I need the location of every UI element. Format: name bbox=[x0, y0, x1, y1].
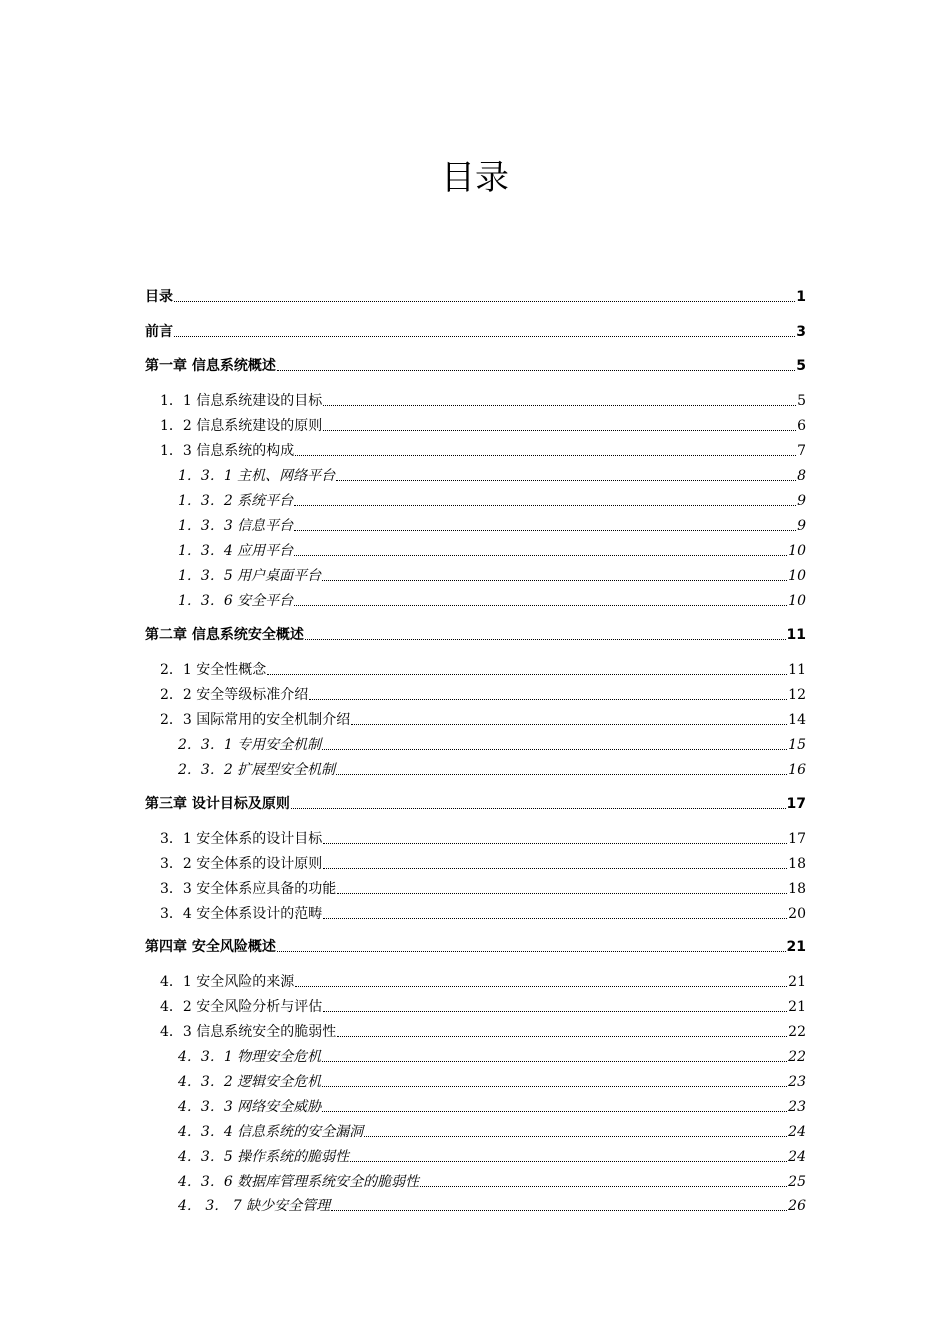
toc-dot-leader bbox=[291, 807, 786, 809]
toc-entry[interactable] bbox=[178, 517, 806, 535]
toc-dot-leader bbox=[337, 892, 787, 894]
toc-page-number: 18 bbox=[788, 881, 806, 897]
toc-entry-title: 1．2 信息系统建设的原则 bbox=[160, 418, 323, 434]
toc-dot-leader bbox=[309, 698, 787, 700]
toc-entry[interactable] bbox=[178, 1197, 806, 1215]
toc-page-number: 5 bbox=[796, 358, 806, 374]
toc-entry-title: 4．3．5 操作系统的脆弱性 bbox=[178, 1149, 350, 1165]
toc-page-number: 5 bbox=[797, 393, 806, 409]
toc-page-number: 18 bbox=[788, 856, 806, 872]
toc-page-number: 15 bbox=[788, 737, 806, 753]
toc-entry[interactable] bbox=[160, 442, 806, 460]
toc-page-number: 10 bbox=[788, 568, 806, 584]
toc-entry[interactable] bbox=[160, 973, 806, 991]
toc-entry-title: 1．3．4 应用平台 bbox=[178, 543, 294, 559]
toc-page-number: 17 bbox=[786, 796, 806, 812]
toc-entry[interactable] bbox=[160, 661, 806, 679]
toc-entry[interactable] bbox=[178, 467, 806, 485]
toc-entry-title: 4．1 安全风险的来源 bbox=[160, 974, 295, 990]
toc-entry-title: 前言 bbox=[145, 324, 173, 340]
toc-entry[interactable] bbox=[160, 1023, 806, 1041]
toc-entry-title: 1．3．3 信息平台 bbox=[178, 518, 294, 534]
toc-entry-title: 2．3．2 扩展型安全机制 bbox=[178, 762, 336, 778]
toc-dot-leader bbox=[174, 335, 795, 337]
toc-dot-leader bbox=[323, 429, 796, 431]
toc-dot-leader bbox=[336, 479, 796, 481]
toc-dot-leader bbox=[277, 369, 795, 371]
toc-page-number: 24 bbox=[788, 1149, 806, 1165]
toc-page-number: 8 bbox=[797, 468, 806, 484]
toc-entry-title: 3．2 安全体系的设计原则 bbox=[160, 856, 323, 872]
toc-dot-leader bbox=[337, 1035, 787, 1037]
toc-dot-leader bbox=[294, 554, 787, 556]
toc-dot-leader bbox=[294, 529, 796, 531]
toc-entry[interactable] bbox=[145, 323, 806, 341]
toc-entry[interactable] bbox=[178, 592, 806, 610]
toc-entry-title: 1．3 信息系统的构成 bbox=[160, 443, 295, 459]
toc-dot-leader bbox=[305, 638, 786, 640]
toc-page-number: 12 bbox=[788, 687, 806, 703]
toc-entry[interactable] bbox=[145, 938, 806, 956]
toc-entry-title: 2．3 国际常用的安全机制介绍 bbox=[160, 712, 351, 728]
toc-entry-title: 4．2 安全风险分析与评估 bbox=[160, 999, 323, 1015]
toc-entry-title: 4． 3． 7 缺少安全管理 bbox=[178, 1198, 331, 1214]
toc-page-number: 14 bbox=[788, 712, 806, 728]
toc-entry[interactable] bbox=[160, 417, 806, 435]
toc-entry-title: 1．3．5 用户桌面平台 bbox=[178, 568, 322, 584]
toc-page-number: 20 bbox=[788, 906, 806, 922]
toc-entry[interactable] bbox=[160, 711, 806, 729]
toc-entry[interactable] bbox=[145, 795, 806, 813]
toc-entry[interactable] bbox=[160, 855, 806, 873]
toc-dot-leader bbox=[323, 867, 787, 869]
toc-entry-title: 2．1 安全性概念 bbox=[160, 662, 267, 678]
toc-entry-title: 2．3．1 专用安全机制 bbox=[178, 737, 322, 753]
toc-entry-title: 4．3．3 网络安全威胁 bbox=[178, 1099, 322, 1115]
toc-page-number: 23 bbox=[788, 1099, 806, 1115]
toc-dot-leader bbox=[420, 1185, 787, 1187]
toc-dot-leader bbox=[331, 1209, 787, 1211]
toc-entry[interactable] bbox=[145, 626, 806, 644]
toc-dot-leader bbox=[350, 1160, 787, 1162]
toc-page-number: 21 bbox=[788, 999, 806, 1015]
toc-page-number: 23 bbox=[788, 1074, 806, 1090]
toc-entry-title: 3．3 安全体系应具备的功能 bbox=[160, 881, 337, 897]
toc-entry-title: 4．3．4 信息系统的安全漏洞 bbox=[178, 1124, 364, 1140]
toc-dot-leader bbox=[323, 842, 787, 844]
toc-dot-leader bbox=[174, 300, 795, 302]
toc-entry[interactable] bbox=[178, 1048, 806, 1066]
toc-page-number: 10 bbox=[788, 593, 806, 609]
toc-dot-leader bbox=[277, 950, 786, 952]
toc-entry[interactable] bbox=[160, 830, 806, 848]
toc-entry-title: 第三章 设计目标及原则 bbox=[145, 796, 290, 812]
toc-entry-title: 2．2 安全等级标准介绍 bbox=[160, 687, 309, 703]
toc-dot-leader bbox=[323, 404, 796, 406]
toc-page-number: 9 bbox=[797, 493, 806, 509]
toc-entry[interactable] bbox=[178, 492, 806, 510]
toc-dot-leader bbox=[322, 1085, 787, 1087]
toc-entry[interactable] bbox=[160, 998, 806, 1016]
toc-page-number: 1 bbox=[796, 289, 806, 305]
toc-dot-leader bbox=[323, 1010, 787, 1012]
toc-entry-title: 1．3．6 安全平台 bbox=[178, 593, 294, 609]
toc-page-number: 21 bbox=[786, 939, 806, 955]
toc-entry[interactable] bbox=[178, 542, 806, 560]
toc-page-number: 3 bbox=[796, 324, 806, 340]
toc-entry-title: 3．4 安全体系设计的范畴 bbox=[160, 906, 323, 922]
toc-page-number: 26 bbox=[788, 1198, 806, 1214]
toc-dot-leader bbox=[294, 504, 796, 506]
toc-entry[interactable] bbox=[145, 288, 806, 306]
toc-page-number: 7 bbox=[797, 443, 806, 459]
toc-entry[interactable] bbox=[178, 1173, 806, 1191]
toc-page-number: 25 bbox=[788, 1174, 806, 1190]
toc-dot-leader bbox=[322, 1060, 787, 1062]
toc-entry-title: 1．3．1 主机、网络平台 bbox=[178, 468, 336, 484]
toc-entry-title: 3．1 安全体系的设计目标 bbox=[160, 831, 323, 847]
toc-entry[interactable] bbox=[178, 761, 806, 779]
toc-entry[interactable] bbox=[160, 686, 806, 704]
toc-entry-title: 第二章 信息系统安全概述 bbox=[145, 627, 304, 643]
toc-dot-leader bbox=[294, 604, 787, 606]
toc-page-number: 22 bbox=[788, 1049, 806, 1065]
toc-entry-title: 4．3．2 逻辑安全危机 bbox=[178, 1074, 322, 1090]
toc-page-number: 10 bbox=[788, 543, 806, 559]
toc-entry[interactable] bbox=[178, 1148, 806, 1166]
toc-entry-title: 4．3．6 数据库管理系统安全的脆弱性 bbox=[178, 1174, 420, 1190]
toc-entry[interactable] bbox=[178, 736, 806, 754]
toc-dot-leader bbox=[351, 723, 787, 725]
toc-entry-title: 第一章 信息系统概述 bbox=[145, 358, 276, 374]
toc-page-number: 11 bbox=[786, 627, 806, 643]
toc-entry-title: 目录 bbox=[145, 289, 173, 305]
toc-entry[interactable] bbox=[178, 1073, 806, 1091]
toc-dot-leader bbox=[336, 773, 787, 775]
toc-entry-title: 4．3．1 物理安全危机 bbox=[178, 1049, 322, 1065]
toc-entry-title: 4．3 信息系统安全的脆弱性 bbox=[160, 1024, 337, 1040]
toc-entry-title: 1．1 信息系统建设的目标 bbox=[160, 393, 323, 409]
toc-dot-leader bbox=[322, 1110, 787, 1112]
toc-dot-leader bbox=[267, 673, 787, 675]
toc-page-number: 21 bbox=[788, 974, 806, 990]
toc-entry[interactable] bbox=[178, 567, 806, 585]
toc-entry-title: 第四章 安全风险概述 bbox=[145, 939, 276, 955]
toc-entry[interactable] bbox=[178, 1098, 806, 1116]
toc-dot-leader bbox=[322, 748, 787, 750]
toc-page-number: 24 bbox=[788, 1124, 806, 1140]
toc-dot-leader bbox=[323, 917, 787, 919]
toc-entry[interactable] bbox=[160, 392, 806, 410]
toc-entry-title: 1．3．2 系统平台 bbox=[178, 493, 294, 509]
page-title: 目录 bbox=[441, 158, 509, 198]
toc-page-number: 22 bbox=[788, 1024, 806, 1040]
toc-page-number: 9 bbox=[797, 518, 806, 534]
toc-dot-leader bbox=[364, 1135, 787, 1137]
toc-entry[interactable] bbox=[160, 905, 806, 923]
toc-dot-leader bbox=[295, 985, 787, 987]
toc-page-number: 17 bbox=[788, 831, 806, 847]
toc-page-number: 16 bbox=[788, 762, 806, 778]
toc-page-number: 11 bbox=[788, 662, 806, 678]
toc-dot-leader bbox=[295, 454, 796, 456]
toc-entry[interactable] bbox=[178, 1123, 806, 1141]
toc-entry[interactable] bbox=[160, 880, 806, 898]
toc-entry[interactable] bbox=[145, 357, 806, 375]
toc-dot-leader bbox=[322, 579, 787, 581]
toc-page-number: 6 bbox=[797, 418, 806, 434]
